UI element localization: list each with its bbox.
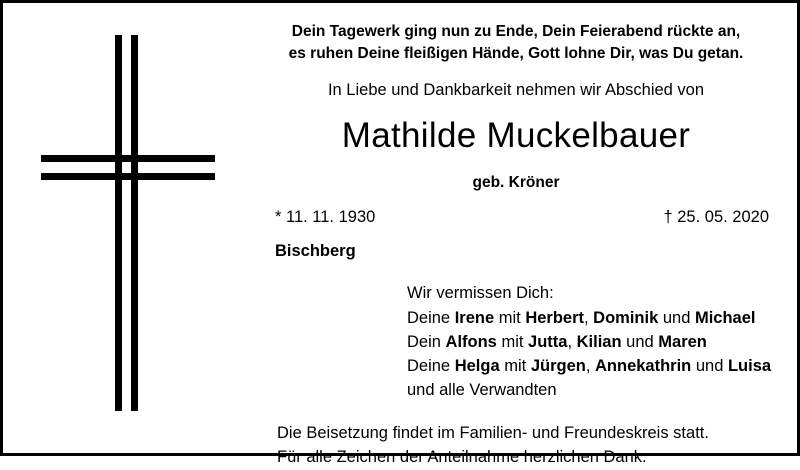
family-connector: und [658,309,695,328]
family-line-prefix: Deine [407,309,455,328]
cross-vertical-bar-left [115,35,122,411]
family-member: Maren [658,333,707,352]
family-line-prefix: Dein [407,333,446,352]
family-member: Irene [454,309,495,328]
notice-content [239,3,797,467]
cross-vertical-bar-right [131,35,138,411]
closing-text [277,422,773,470]
family-last-line: und alle Verwandten [407,381,557,400]
surviving-family [407,281,773,402]
family-connector: , [584,309,594,328]
family-connector: , [585,357,595,376]
birth-date: * 11. 11. 1930 [275,208,376,226]
memorial-verse [259,21,773,65]
closing-line-2: Für alle Zeichen der Anteilnahme herzlichen Dank. [277,448,647,467]
family-member: Helga [454,357,500,376]
cross-horizontal-bar-bottom [41,173,215,180]
family-member: Herbert [525,309,584,328]
family-member: Michael [694,309,756,328]
family-connector: und [691,357,728,376]
family-line [407,330,773,354]
family-connector: , [567,333,577,352]
family-line [407,354,773,378]
verse-line-1: Dein Tagewerk ging nun zu Ende, Dein Feierabend rückte an, [291,23,741,40]
family-member: Annekathrin [595,357,692,376]
family-member: Luisa [727,357,772,376]
family-member: Kilian [576,333,622,352]
verse-line-2: es ruhen Deine fleißigen Hände, Gott lohne Dir, was Du getan. [288,45,744,62]
cross-icon [3,3,239,453]
life-dates [259,208,773,230]
family-lead: Wir vermissen Dich: [407,284,554,302]
closing-line-1: Die Beisetzung findet im Familien- und Freundeskreis statt. [277,424,709,443]
family-member: Alfons [445,333,497,352]
family-line-prefix: Deine [407,357,455,376]
deceased-name: Mathilde Muckelbauer [341,116,691,155]
family-connector: und [621,333,659,352]
family-connector: mit [494,309,526,328]
family-line [407,306,773,330]
family-connector: mit [496,333,529,352]
place-name: Bischberg [275,242,356,260]
death-date: † 25. 05. 2020 [663,208,769,226]
family-member: Dominik [593,309,659,328]
family-member: Jürgen [530,357,586,376]
intro-text: In Liebe und Dankbarkeit nehmen wir Abschied von [327,81,705,99]
family-connector: mit [499,357,531,376]
cross-horizontal-bar-top [41,155,215,162]
maiden-name: geb. Kröner [472,174,560,191]
family-member: Jutta [528,333,568,352]
